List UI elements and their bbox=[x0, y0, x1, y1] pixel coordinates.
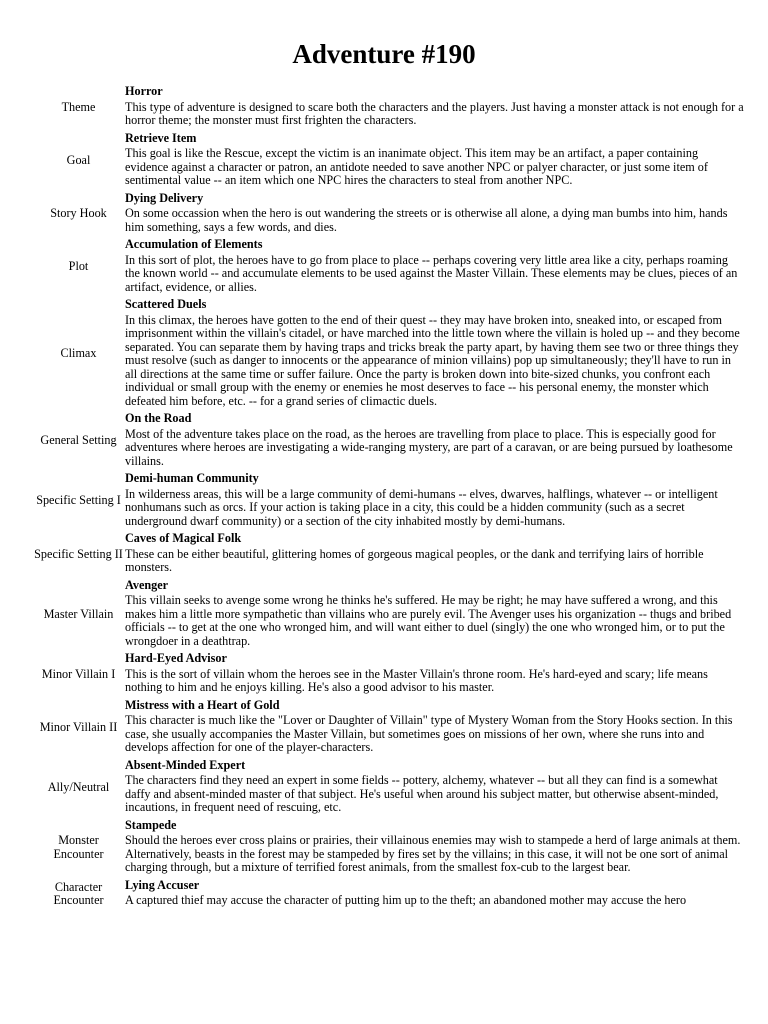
entry-body: Should the heroes ever cross plains or prairies, their villainous enemies may wish to stampede a herd of large animals at them. Alternatively, beasts in the forest may be stampeded by fires set by the villains; in this case, it will not be one sort of animal charging through, but a mixture of terrified forest animals, from the smallest fox-cub to the largest bear. bbox=[125, 833, 741, 874]
row-entry bbox=[125, 818, 744, 878]
row-entry bbox=[125, 84, 744, 131]
entry-body: This character is much like the "Lover or Daughter of Villain" type of Mystery Woman from the Story Hooks section. In this case, she usually accompanies the Master Villain, but sometimes goes on missions of her own, where she runs into and develops affection for one of the player-characters. bbox=[125, 713, 733, 754]
table-row bbox=[32, 191, 744, 238]
row-label: Goal bbox=[66, 152, 91, 167]
table-row bbox=[32, 471, 744, 531]
entry-title: Retrieve Item bbox=[125, 130, 197, 145]
row-label: Monster Encounter bbox=[53, 833, 104, 861]
entry-body: This villain seeks to avenge some wrong he thinks he's suffered. He may be right; he may have suffered a wrong, and this makes him a little more sympathetic than villains who are purely evil. The Avenger uses his organization -- thugs and bribed officials -- to get at the one who wronged him, and will want either to duel (singly) the one who wronged him, or to put the wrongdoer in a deathtrap. bbox=[125, 593, 732, 648]
entry-title: Scattered Duels bbox=[125, 297, 207, 311]
row-entry bbox=[125, 758, 744, 818]
row-label: Ally/Neutral bbox=[47, 779, 110, 794]
row-label: Specific Setting II bbox=[34, 546, 123, 561]
row-label: Climax bbox=[60, 346, 97, 361]
row-label: Master Villain bbox=[43, 606, 114, 621]
entry-body: Most of the adventure takes place on the road, as the heroes are travelling from place to place. This is especially good for adventures where heroes are investigating a wide-ranging mystery, are part of a caravan, or are being pursued by loathesome villains. bbox=[125, 426, 733, 468]
row-entry bbox=[125, 471, 744, 531]
table-row bbox=[32, 651, 744, 698]
table-row bbox=[32, 578, 744, 652]
row-entry bbox=[125, 698, 744, 758]
entry-body: This type of adventure is designed to scare both the characters and the players. Just having a monster attack is not enough for a horror theme; the monster must first frighten the characters. bbox=[125, 99, 744, 127]
entry-body: This goal is like the Rescue, except the victim is an inanimate object. This item may be an artifact, a paper containing evidence against a character or patron, an antidote needed to save another NPC or palyer character, or just some item of sentimental value -- an item which one NPC hires the characters to steal from another NPC. bbox=[125, 146, 708, 187]
entry-body: These can be either beautiful, glittering homes of gorgeous magical peoples, or the dank and terrifying lairs of horrible monsters. bbox=[125, 546, 704, 574]
entry-title: Mistress with a Heart of Gold bbox=[125, 697, 280, 712]
entry-body: On some occassion when the hero is out wandering the streets or is otherwise all alone, a dying man bumbs into him, hands him something, says a few words, and dies. bbox=[125, 206, 728, 234]
entry-body: In this climax, the heroes have gotten to the end of their quest -- they may have broken into, sneaked into, or escaped from imprisonment within the villain's citadel, or have marched into the little town where the villain is holed up -- and they become separated. You can separate them by having traps and tricks break the party apart, by having them see two or three things they must resolve (such as danger to innocents or the appearance of minion villains) pop up simultaneously; they'll have to run in all directions at the same time or suffer failure. Once the party is broken down into bite-sized chunks, you confront each individual or small group with the enemy or enemies he most deserves to face -- his personal enemy, the monster which defeated him before, etc. -- for a grand series of climactic duels. bbox=[125, 312, 740, 408]
table-row bbox=[32, 237, 744, 297]
row-label: Plot bbox=[68, 259, 89, 274]
entry-title: Hard-Eyed Advisor bbox=[125, 651, 227, 665]
table-row bbox=[32, 531, 744, 578]
table-row bbox=[32, 297, 744, 411]
entry-title: Lying Accuser bbox=[125, 877, 200, 892]
entry-title: Demi-human Community bbox=[125, 471, 259, 485]
row-entry bbox=[125, 411, 744, 471]
entry-body: A captured thief may accuse the character of putting him up to the theft; an abandoned mother may accuse the hero bbox=[125, 893, 687, 907]
entry-body: In wilderness areas, this will be a large community of demi-humans -- elves, dwarves, halflings, whatever -- or intelligent nonhumans such as orcs. If your action is taking place in a city, this could be a hidden community (such as a secret underground dwarf community) or a section of the city inhabited mostly by demi-humans. bbox=[125, 486, 718, 528]
row-entry bbox=[125, 297, 744, 411]
entry-title: Horror bbox=[125, 84, 163, 98]
table-row bbox=[32, 878, 744, 911]
row-entry bbox=[125, 191, 744, 238]
row-label: Theme bbox=[61, 99, 96, 114]
row-entry bbox=[125, 531, 744, 578]
entry-title: On the Road bbox=[125, 411, 192, 425]
entry-title: Dying Delivery bbox=[125, 190, 204, 205]
row-entry bbox=[125, 651, 744, 698]
row-label: General Setting bbox=[40, 433, 117, 448]
entry-title: Stampede bbox=[125, 817, 177, 832]
row-label: Minor Villain I bbox=[41, 666, 116, 681]
table-row bbox=[32, 411, 744, 471]
row-entry bbox=[125, 237, 744, 297]
entry-title: Avenger bbox=[125, 577, 169, 592]
row-label: Character Encounter bbox=[53, 879, 104, 907]
row-label: Minor Villain II bbox=[39, 719, 118, 734]
entry-title: Accumulation of Elements bbox=[125, 237, 263, 251]
row-entry bbox=[125, 878, 744, 911]
table-row bbox=[32, 698, 744, 758]
entry-body: The characters find they need an expert in some fields -- pottery, alchemy, whatever -- but all they can find is a somewhat daffy and absent-minded master of that subject. He's useful when around his subject matter, but otherwise absent-minded, incautions, in frequent need of rescuing, etc. bbox=[125, 773, 719, 814]
row-entry bbox=[125, 578, 744, 652]
adventure-table bbox=[32, 84, 744, 911]
entry-title: Absent-Minded Expert bbox=[125, 757, 246, 772]
table-row bbox=[32, 758, 744, 818]
row-label: Specific Setting I bbox=[36, 493, 121, 508]
page-title: Adventure #190 bbox=[292, 39, 476, 69]
row-entry bbox=[125, 131, 744, 191]
entry-title: Caves of Magical Folk bbox=[125, 531, 242, 545]
table-row bbox=[32, 131, 744, 191]
table-row bbox=[32, 818, 744, 878]
table-row bbox=[32, 84, 744, 131]
entry-body: In this sort of plot, the heroes have to go from place to place -- perhaps covering very little area like a city, perhaps roaming the known world -- and accumulate elements to be used against the Master Villain. These elements may be clues, pieces of an artifact, evidence, or allies. bbox=[125, 252, 738, 294]
row-label: Story Hook bbox=[50, 206, 107, 220]
entry-body: This is the sort of villain whom the heroes see in the Master Villain's throne room. He's hard-eyed and scary; life means nothing to him and he enjoys killing. He's also a good advisor to his master. bbox=[125, 666, 708, 694]
